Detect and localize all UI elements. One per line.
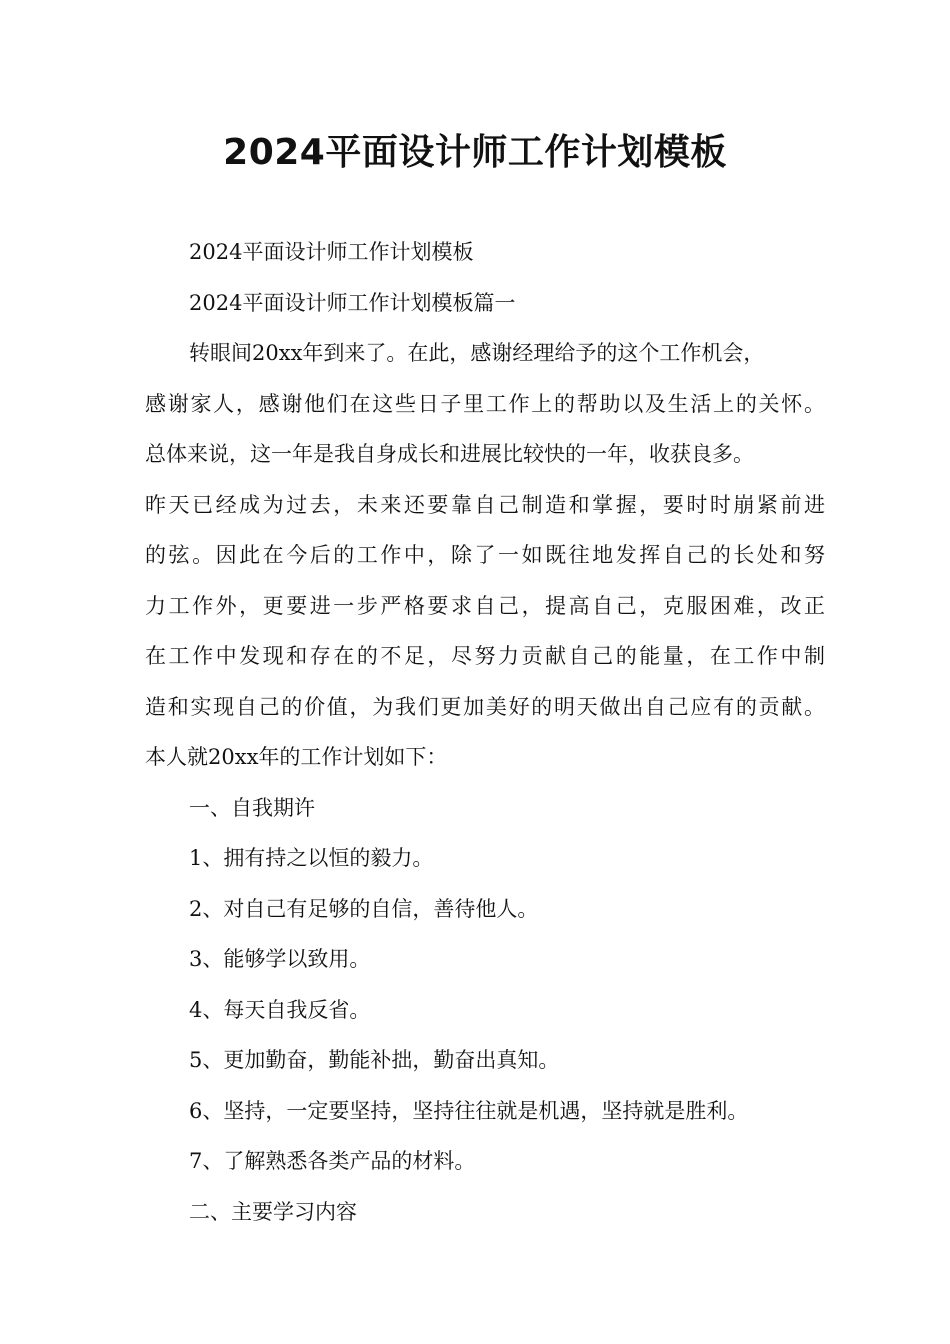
list-item: 7、了解熟悉各类产品的材料。 bbox=[189, 1149, 476, 1173]
list-item: 5、更加勤奋，勤能补拙，勤奋出真知。 bbox=[189, 1048, 560, 1072]
section-heading: 一、自我期许 bbox=[189, 795, 315, 820]
document-body bbox=[145, 227, 825, 1237]
paragraph-line: 力工作外，更要进一步严格要求自己，提高自己，克服困难，改正 bbox=[145, 593, 825, 618]
paragraph-line: 本人就20xx年的工作计划如下： bbox=[145, 745, 448, 769]
paragraph-line: 感谢家人，感谢他们在这些日子里工作上的帮助以及生活上的关怀。 bbox=[145, 391, 825, 416]
body-line-section-heading: 2024平面设计师工作计划模板篇一 bbox=[189, 290, 516, 315]
paragraph-line: 的弦。因此在今后的工作中，除了一如既往地发挥自己的长处和努 bbox=[145, 543, 825, 567]
paragraph-line: 昨天已经成为过去，未来还要靠自己制造和掌握，要时时崩紧前进 bbox=[145, 492, 825, 517]
paragraph-line: 在工作中发现和存在的不足，尽努力贡献自己的能量，在工作中制 bbox=[145, 644, 825, 668]
list-item: 6、坚持，一定要坚持，坚持往往就是机遇，坚持就是胜利。 bbox=[189, 1098, 749, 1123]
section-heading: 二、主要学习内容 bbox=[189, 1199, 357, 1224]
body-line-subtitle: 2024平面设计师工作计划模板 bbox=[189, 240, 474, 264]
list-item: 3、能够学以致用。 bbox=[189, 947, 371, 971]
list-item: 4、每天自我反省。 bbox=[189, 997, 371, 1022]
paragraph-line: 转眼间20xx年到来了。在此，感谢经理给予的这个工作机会， bbox=[189, 341, 765, 365]
paragraph-line: 造和实现自己的价值，为我们更加美好的明天做出自己应有的贡献。 bbox=[145, 694, 825, 719]
document-title: 2024平面设计师工作计划模板 bbox=[223, 132, 727, 173]
list-item: 1、拥有持之以恒的毅力。 bbox=[189, 846, 434, 870]
list-item: 2、对自己有足够的自信，善待他人。 bbox=[189, 896, 539, 921]
paragraph-line: 总体来说，这一年是我自身成长和进展比较快的一年，收获良多。 bbox=[145, 442, 754, 466]
